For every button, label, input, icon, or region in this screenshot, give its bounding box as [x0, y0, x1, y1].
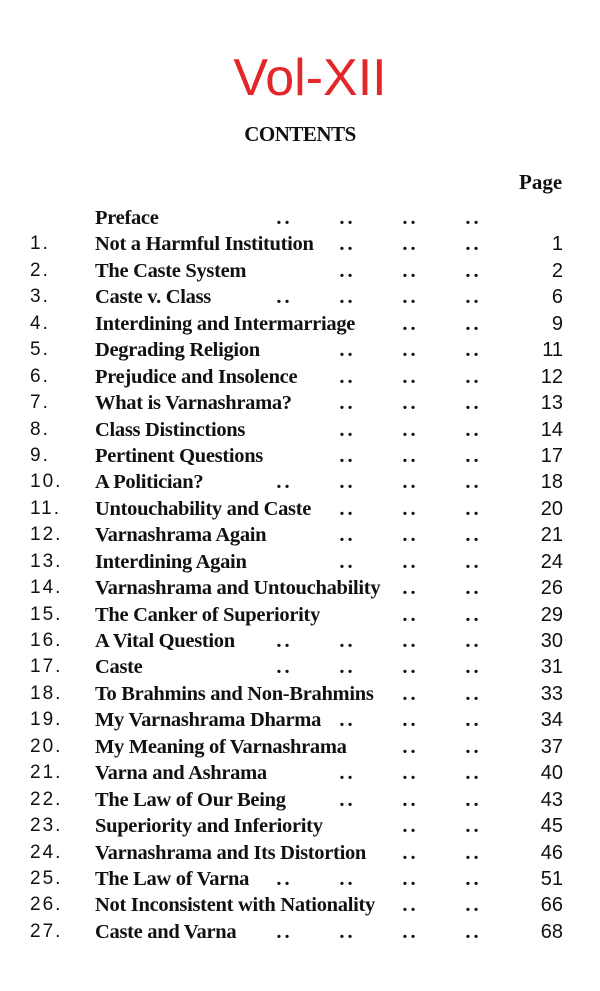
leader-dots: ..: [339, 339, 356, 362]
entry-number: 25.: [30, 867, 63, 889]
toc-entry: [0, 840, 600, 866]
dot-leader: [253, 919, 505, 945]
entry-title: Caste v. Class: [95, 286, 211, 309]
leader-dots: ..: [402, 656, 419, 679]
entry-title: What is Varnashrama?: [95, 392, 292, 415]
leader-dots: ..: [402, 762, 419, 785]
leader-dots: ..: [339, 550, 356, 573]
dot-leader: [316, 707, 505, 733]
entry-title: Prejudice and Insolence: [95, 365, 298, 388]
leader-dots: ..: [465, 682, 482, 705]
leader-dots: ..: [465, 365, 482, 388]
entry-number: 7.: [30, 392, 50, 414]
entry-page-number: 9: [551, 312, 563, 335]
dot-leader: [379, 575, 505, 601]
toc-entry: [0, 311, 600, 337]
toc-entry: [0, 417, 600, 443]
dot-leader: [316, 231, 505, 257]
leader-dots: ..: [276, 207, 293, 229]
leader-dots: ..: [402, 339, 419, 362]
entry-title: Preface: [95, 207, 159, 229]
leader-dots: ..: [339, 259, 356, 282]
leader-dots: ..: [339, 233, 356, 256]
entry-number: 16.: [30, 630, 63, 651]
entry-title: Not Inconsistent with Nationality: [95, 894, 375, 917]
entry-title: Caste and Varna: [95, 920, 237, 943]
toc-entry: [0, 522, 600, 548]
entry-page-number: 12: [540, 365, 563, 388]
leader-dots: ..: [402, 471, 419, 494]
entry-title: The Law of Varna: [95, 867, 250, 890]
dot-leader: [379, 840, 505, 866]
entry-page-number: 45: [540, 815, 563, 838]
entry-number: 13.: [30, 550, 63, 572]
toc-entry: [0, 654, 600, 680]
entry-page-number: 21: [540, 524, 563, 547]
leader-dots: ..: [339, 286, 356, 309]
entry-number: 18.: [30, 682, 63, 704]
entry-title: Varnashrama and Its Distortion: [95, 841, 367, 864]
leader-dots: ..: [339, 920, 356, 943]
entry-number: 11.: [30, 497, 62, 519]
entry-page-number: 66: [540, 894, 563, 917]
leader-dots: ..: [339, 471, 356, 494]
leader-dots: ..: [465, 656, 482, 679]
entry-number: 19.: [30, 709, 63, 731]
toc-entry: [0, 813, 600, 839]
leader-dots: ..: [402, 894, 419, 917]
leader-dots: ..: [339, 392, 356, 415]
leader-dots: ..: [465, 577, 482, 600]
entry-page-number: 43: [540, 788, 563, 811]
entry-number: 3.: [30, 286, 50, 308]
toc-entry: [0, 760, 600, 786]
table-of-contents: [0, 205, 600, 945]
leader-dots: ..: [402, 392, 419, 415]
toc-entry: [0, 707, 600, 733]
dot-leader: [316, 549, 505, 575]
entry-number: 4.: [30, 312, 50, 334]
leader-dots: ..: [276, 867, 293, 890]
leader-dots: ..: [402, 524, 419, 547]
entry-page-number: 40: [540, 762, 563, 785]
entry-number: 27.: [30, 920, 63, 942]
toc-entry: [0, 364, 600, 390]
entry-title: Varna and Ashrama: [95, 762, 267, 785]
leader-dots: ..: [402, 207, 419, 229]
toc-entry: [0, 549, 600, 575]
entry-title: Class Distinctions: [95, 418, 246, 441]
entry-title: My Varnashrama Dharma: [95, 709, 322, 732]
leader-dots: ..: [402, 682, 419, 705]
leader-dots: ..: [339, 207, 356, 229]
leader-dots: ..: [465, 207, 482, 229]
dot-leader: [379, 311, 505, 337]
leader-dots: ..: [465, 259, 482, 282]
entry-number: 20.: [30, 735, 63, 757]
toc-entry: [0, 205, 600, 231]
dot-leader: [253, 654, 505, 680]
entry-title: The Law of Our Being: [95, 788, 286, 811]
leader-dots: ..: [465, 497, 482, 520]
entry-page-number: 20: [540, 497, 563, 520]
entry-title: Varnashrama and Untouchability: [95, 577, 381, 600]
entry-page-number: 6: [551, 286, 563, 309]
entry-page-number: 17: [540, 444, 563, 467]
dot-leader: [316, 364, 505, 390]
entry-title: Degrading Religion: [95, 339, 260, 362]
dot-leader: [253, 284, 505, 310]
entry-page-number: 24: [540, 550, 563, 573]
entry-title: A Vital Question: [95, 630, 235, 652]
toc-entry: [0, 866, 600, 892]
toc-entry: [0, 892, 600, 918]
leader-dots: ..: [339, 497, 356, 520]
leader-dots: ..: [465, 418, 482, 441]
toc-entry: [0, 469, 600, 495]
entry-number: 17.: [30, 656, 63, 678]
entry-title: To Brahmins and Non-Brahmins: [95, 682, 374, 705]
entry-page-number: 30: [540, 630, 563, 652]
dot-leader: [379, 813, 505, 839]
dot-leader: [253, 866, 505, 892]
toc-entry: [0, 390, 600, 416]
leader-dots: ..: [465, 392, 482, 415]
entry-title: Caste: [95, 656, 143, 679]
leader-dots: ..: [465, 762, 482, 785]
entry-number: 6.: [30, 365, 50, 387]
entry-number: 15.: [30, 603, 63, 625]
toc-entry: [0, 337, 600, 363]
page-column-label: Page: [519, 170, 563, 194]
entry-title: A Politician?: [95, 471, 204, 494]
toc-entry: [0, 602, 600, 628]
leader-dots: ..: [339, 788, 356, 811]
leader-dots: ..: [465, 630, 482, 652]
entry-number: 12.: [30, 524, 63, 546]
entry-title: My Meaning of Varnashrama: [95, 735, 347, 758]
leader-dots: ..: [465, 524, 482, 547]
entry-title: Varnashrama Again: [95, 524, 267, 547]
leader-dots: ..: [402, 550, 419, 573]
toc-entry: [0, 496, 600, 522]
entry-number: 5.: [30, 339, 50, 361]
toc-entry: [0, 787, 600, 813]
entry-page-number: 13: [540, 392, 563, 415]
leader-dots: ..: [402, 735, 419, 758]
leader-dots: ..: [276, 286, 293, 309]
dot-leader: [253, 205, 505, 231]
leader-dots: ..: [465, 894, 482, 917]
dot-leader: [316, 522, 505, 548]
entry-page-number: 34: [540, 709, 563, 732]
leader-dots: ..: [339, 418, 356, 441]
entry-number: 24.: [30, 841, 63, 863]
leader-dots: ..: [402, 867, 419, 890]
leader-dots: ..: [276, 920, 293, 943]
entry-number: 10.: [30, 471, 63, 493]
leader-dots: ..: [339, 630, 356, 652]
entry-number: 1.: [30, 233, 50, 255]
entry-number: 21.: [30, 762, 63, 784]
dot-leader: [316, 390, 505, 416]
leader-dots: ..: [465, 788, 482, 811]
contents-heading: CONTENTS: [244, 122, 356, 146]
toc-entry: [0, 231, 600, 257]
leader-dots: ..: [276, 471, 293, 494]
leader-dots: ..: [465, 444, 482, 467]
leader-dots: ..: [402, 312, 419, 335]
entry-page-number: 31: [540, 656, 563, 679]
leader-dots: ..: [402, 444, 419, 467]
entry-title: The Caste System: [95, 259, 247, 282]
entry-page-number: 29: [540, 603, 563, 626]
dot-leader: [316, 496, 505, 522]
dot-leader: [316, 443, 505, 469]
dot-leader: [316, 337, 505, 363]
toc-entry: [0, 284, 600, 310]
entry-title: Interdining and Intermarriage: [95, 312, 356, 335]
dot-leader: [253, 628, 505, 654]
leader-dots: ..: [465, 867, 482, 890]
leader-dots: ..: [465, 735, 482, 758]
entry-number: 23.: [30, 815, 63, 837]
entry-title: Not a Harmful Institution: [95, 233, 314, 256]
leader-dots: ..: [339, 524, 356, 547]
leader-dots: ..: [402, 603, 419, 626]
dot-leader: [253, 469, 505, 495]
volume-title: Vol-XII: [233, 49, 387, 107]
dot-leader: [379, 602, 505, 628]
entry-number: 26.: [30, 894, 63, 916]
dot-leader: [379, 892, 505, 918]
entry-page-number: 14: [540, 418, 563, 441]
entry-page-number: 51: [540, 867, 563, 890]
leader-dots: ..: [465, 841, 482, 864]
dot-leader: [316, 417, 505, 443]
entry-number: 9.: [30, 444, 50, 466]
toc-entry: [0, 575, 600, 601]
leader-dots: ..: [402, 365, 419, 388]
entry-title: Pertinent Questions: [95, 444, 263, 467]
dot-leader: [316, 787, 505, 813]
leader-dots: ..: [465, 233, 482, 256]
leader-dots: ..: [465, 920, 482, 943]
entry-page-number: 1: [551, 233, 563, 256]
toc-entry: [0, 628, 600, 654]
entry-page-number: 33: [540, 682, 563, 705]
leader-dots: ..: [276, 630, 293, 652]
entry-page-number: 46: [540, 841, 563, 864]
leader-dots: ..: [339, 709, 356, 732]
leader-dots: ..: [465, 471, 482, 494]
leader-dots: ..: [465, 709, 482, 732]
toc-entry: [0, 734, 600, 760]
leader-dots: ..: [402, 920, 419, 943]
leader-dots: ..: [402, 418, 419, 441]
entry-page-number: 2: [551, 259, 563, 282]
entry-number: 2.: [30, 259, 50, 281]
leader-dots: ..: [402, 259, 419, 282]
leader-dots: ..: [465, 550, 482, 573]
leader-dots: ..: [339, 656, 356, 679]
entry-page-number: 11: [542, 339, 563, 362]
leader-dots: ..: [402, 815, 419, 838]
leader-dots: ..: [465, 286, 482, 309]
leader-dots: ..: [402, 788, 419, 811]
leader-dots: ..: [465, 815, 482, 838]
dot-leader: [379, 734, 505, 760]
entry-title: Superiority and Inferiority: [95, 815, 323, 838]
leader-dots: ..: [402, 497, 419, 520]
entry-number: 22.: [30, 788, 63, 810]
entry-title: Untouchability and Caste: [95, 497, 312, 520]
leader-dots: ..: [402, 286, 419, 309]
dot-leader: [316, 760, 505, 786]
leader-dots: ..: [339, 444, 356, 467]
entry-page-number: 18: [540, 471, 563, 494]
entry-page-number: 37: [540, 735, 563, 758]
toc-entry: [0, 919, 600, 945]
entry-title: The Canker of Superiority: [95, 603, 321, 626]
dot-leader: [379, 681, 505, 707]
leader-dots: ..: [402, 577, 419, 600]
toc-entry: [0, 443, 600, 469]
entry-title: Interdining Again: [95, 550, 247, 573]
leader-dots: ..: [339, 365, 356, 388]
leader-dots: ..: [465, 339, 482, 362]
entry-page-number: 68: [540, 920, 563, 943]
leader-dots: ..: [402, 709, 419, 732]
leader-dots: ..: [276, 656, 293, 679]
leader-dots: ..: [465, 312, 482, 335]
leader-dots: ..: [465, 603, 482, 626]
leader-dots: ..: [402, 630, 419, 652]
toc-entry: [0, 258, 600, 284]
dot-leader: [316, 258, 505, 284]
toc-entry: [0, 681, 600, 707]
leader-dots: ..: [339, 867, 356, 890]
entry-number: 14.: [30, 577, 63, 599]
leader-dots: ..: [339, 762, 356, 785]
leader-dots: ..: [402, 841, 419, 864]
leader-dots: ..: [402, 233, 419, 256]
entry-page-number: 26: [540, 577, 563, 600]
entry-number: 8.: [30, 418, 50, 440]
